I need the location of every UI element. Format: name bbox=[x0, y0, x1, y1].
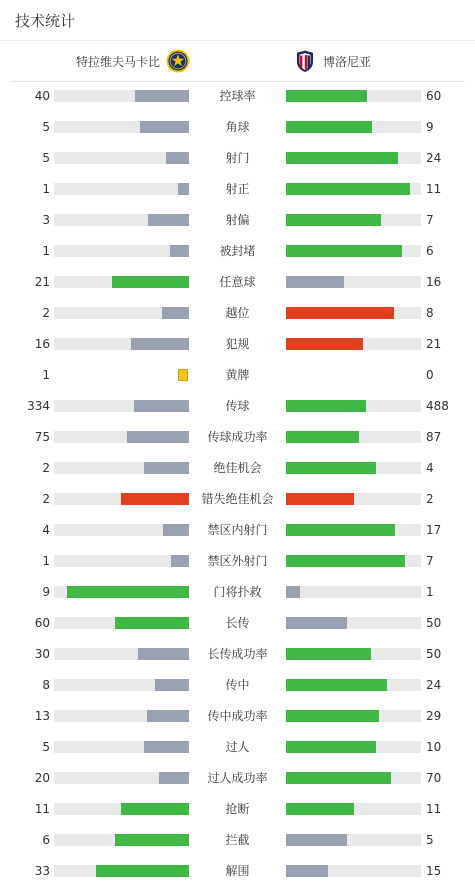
home-value: 11 bbox=[34, 802, 50, 816]
home-bar-track bbox=[54, 741, 189, 753]
home-value: 75 bbox=[34, 430, 50, 444]
home-bar-track bbox=[54, 276, 189, 288]
away-value: 21 bbox=[426, 337, 442, 351]
home-bar-fill bbox=[121, 803, 189, 815]
stat-row bbox=[0, 301, 475, 325]
stat-row bbox=[0, 797, 475, 821]
stat-label: 错失绝佳机会 bbox=[201, 492, 274, 506]
away-value: 11 bbox=[426, 802, 442, 816]
away-bar-track bbox=[286, 586, 421, 598]
home-value: 9 bbox=[42, 585, 50, 599]
stat-row bbox=[0, 208, 475, 232]
stat-row bbox=[0, 704, 475, 728]
home-value: 3 bbox=[42, 213, 50, 227]
stat-row bbox=[0, 580, 475, 604]
away-value: 10 bbox=[426, 740, 442, 754]
home-bar-track bbox=[54, 772, 189, 784]
stat-label: 角球 bbox=[225, 120, 250, 134]
home-value: 334 bbox=[27, 399, 50, 413]
home-bar-fill bbox=[96, 865, 189, 877]
away-value: 1 bbox=[426, 585, 434, 599]
home-team-logo-icon bbox=[166, 49, 190, 73]
away-bar-track bbox=[286, 493, 421, 505]
home-bar-fill bbox=[131, 338, 189, 350]
stat-row bbox=[0, 766, 475, 790]
away-bar-fill bbox=[286, 90, 367, 102]
home-bar-track bbox=[54, 834, 189, 846]
home-value: 2 bbox=[42, 461, 50, 475]
away-value: 17 bbox=[426, 523, 442, 537]
away-bar-track bbox=[286, 152, 421, 164]
away-bar-track bbox=[286, 710, 421, 722]
home-bar-track bbox=[54, 431, 189, 443]
away-bar-fill bbox=[286, 183, 410, 195]
home-bar-track bbox=[54, 245, 189, 257]
home-value: 21 bbox=[34, 275, 50, 289]
home-bar-track bbox=[54, 679, 189, 691]
stat-row bbox=[0, 518, 475, 542]
away-bar-fill bbox=[286, 617, 347, 629]
home-bar-fill bbox=[171, 555, 189, 567]
stat-row bbox=[0, 642, 475, 666]
away-bar-fill bbox=[286, 245, 402, 257]
home-bar-track bbox=[54, 524, 189, 536]
home-value: 5 bbox=[42, 120, 50, 134]
stat-label: 长传 bbox=[225, 616, 250, 630]
away-bar-fill bbox=[286, 462, 376, 474]
home-bar-fill bbox=[155, 679, 189, 691]
stat-label: 门将扑救 bbox=[213, 585, 262, 599]
stat-row bbox=[0, 239, 475, 263]
stat-row bbox=[0, 487, 475, 511]
stat-row bbox=[0, 859, 475, 883]
home-bar-fill bbox=[166, 152, 189, 164]
home-bar-fill bbox=[135, 90, 189, 102]
home-bar-track bbox=[54, 462, 189, 474]
away-bar-track bbox=[286, 462, 421, 474]
away-value: 24 bbox=[426, 678, 442, 692]
away-bar-track bbox=[286, 865, 421, 877]
home-bar-track bbox=[54, 214, 189, 226]
away-bar-track bbox=[286, 555, 421, 567]
stat-label: 长传成功率 bbox=[207, 647, 268, 661]
home-bar-fill bbox=[67, 586, 189, 598]
stat-label: 射正 bbox=[225, 182, 250, 196]
stat-label: 绝佳机会 bbox=[213, 461, 262, 475]
away-value: 9 bbox=[426, 120, 434, 134]
away-bar-track bbox=[286, 245, 421, 257]
away-bar-fill bbox=[286, 679, 387, 691]
away-value: 6 bbox=[426, 244, 434, 258]
home-value: 5 bbox=[42, 151, 50, 165]
stat-row bbox=[0, 394, 475, 418]
stat-row bbox=[0, 549, 475, 573]
home-bar-fill bbox=[134, 400, 189, 412]
away-bar-track bbox=[286, 183, 421, 195]
stat-row bbox=[0, 425, 475, 449]
home-bar-track bbox=[54, 307, 189, 319]
away-bar-track bbox=[286, 431, 421, 443]
home-bar-track bbox=[54, 586, 189, 598]
stat-label: 被封堵 bbox=[219, 244, 256, 258]
away-bar-track bbox=[286, 214, 421, 226]
away-bar-track bbox=[286, 276, 421, 288]
away-value: 7 bbox=[426, 554, 434, 568]
away-bar-track bbox=[286, 400, 421, 412]
stat-label: 控球率 bbox=[219, 89, 256, 103]
away-bar-fill bbox=[286, 276, 344, 288]
away-bar-track bbox=[286, 90, 421, 102]
stat-label: 解围 bbox=[225, 864, 250, 878]
stat-label: 拦截 bbox=[225, 833, 250, 847]
home-bar-fill bbox=[138, 648, 189, 660]
home-bar-fill bbox=[162, 307, 189, 319]
home-value: 60 bbox=[34, 616, 50, 630]
away-team-logo-icon bbox=[293, 49, 317, 73]
away-bar-track bbox=[286, 679, 421, 691]
home-bar-fill bbox=[148, 214, 189, 226]
home-bar-fill bbox=[112, 276, 189, 288]
home-bar-track bbox=[54, 90, 189, 102]
away-value: 4 bbox=[426, 461, 434, 475]
away-bar-fill bbox=[286, 741, 376, 753]
away-bar-fill bbox=[286, 431, 359, 443]
stat-row bbox=[0, 177, 475, 201]
stat-row bbox=[0, 456, 475, 480]
away-bar-fill bbox=[286, 121, 372, 133]
stat-row bbox=[0, 84, 475, 108]
stat-row bbox=[0, 363, 475, 387]
home-value: 40 bbox=[34, 89, 50, 103]
away-value: 5 bbox=[426, 833, 434, 847]
stat-label: 传球 bbox=[225, 399, 250, 413]
home-bar-track bbox=[54, 865, 189, 877]
home-bar-fill bbox=[144, 462, 189, 474]
away-bar-track bbox=[286, 307, 421, 319]
home-bar-fill bbox=[163, 524, 189, 536]
away-bar-fill bbox=[286, 214, 381, 226]
stat-row bbox=[0, 735, 475, 759]
away-bar-fill bbox=[286, 338, 363, 350]
away-bar-fill bbox=[286, 772, 391, 784]
stat-label: 越位 bbox=[225, 306, 250, 320]
away-value: 11 bbox=[426, 182, 442, 196]
away-value: 24 bbox=[426, 151, 442, 165]
home-bar-track bbox=[54, 121, 189, 133]
away-bar-fill bbox=[286, 524, 395, 536]
home-bar-fill bbox=[140, 121, 189, 133]
home-value: 16 bbox=[34, 337, 50, 351]
stat-row bbox=[0, 828, 475, 852]
away-bar-track bbox=[286, 834, 421, 846]
stat-label: 过人成功率 bbox=[207, 771, 268, 785]
home-bar-fill bbox=[127, 431, 189, 443]
page-header bbox=[0, 0, 475, 41]
away-bar-fill bbox=[286, 152, 398, 164]
stat-label: 射偏 bbox=[225, 213, 250, 227]
stat-row bbox=[0, 611, 475, 635]
away-bar-track bbox=[286, 741, 421, 753]
stat-label: 过人 bbox=[225, 740, 250, 754]
away-bar-track bbox=[286, 772, 421, 784]
home-value: 6 bbox=[42, 833, 50, 847]
home-bar-track bbox=[54, 152, 189, 164]
away-bar-fill bbox=[286, 493, 354, 505]
away-bar-fill bbox=[286, 586, 300, 598]
home-bar-track bbox=[54, 803, 189, 815]
home-team-name: 特拉维夫马卡比 bbox=[75, 54, 160, 69]
home-bar-track bbox=[54, 338, 189, 350]
home-value: 5 bbox=[42, 740, 50, 754]
away-value: 7 bbox=[426, 213, 434, 227]
away-bar-fill bbox=[286, 555, 405, 567]
home-value: 1 bbox=[42, 182, 50, 196]
stat-row bbox=[0, 115, 475, 139]
away-team[interactable] bbox=[293, 49, 371, 73]
home-team[interactable] bbox=[76, 49, 190, 73]
home-value: 8 bbox=[42, 678, 50, 692]
away-bar-track bbox=[286, 617, 421, 629]
away-value: 70 bbox=[426, 771, 442, 785]
home-bar-track bbox=[54, 400, 189, 412]
stat-label: 禁区内射门 bbox=[207, 523, 268, 537]
home-bar-fill bbox=[115, 617, 189, 629]
home-bar-fill bbox=[121, 493, 189, 505]
stat-label: 禁区外射门 bbox=[207, 554, 268, 568]
home-value: 33 bbox=[34, 864, 50, 878]
home-bar-track bbox=[54, 710, 189, 722]
away-value: 8 bbox=[426, 306, 434, 320]
home-bar-fill bbox=[147, 710, 189, 722]
away-value: 16 bbox=[426, 275, 442, 289]
home-bar-track bbox=[54, 617, 189, 629]
stat-row bbox=[0, 673, 475, 697]
away-bar-track bbox=[286, 648, 421, 660]
away-bar-track bbox=[286, 121, 421, 133]
home-bar-fill bbox=[115, 834, 189, 846]
home-bar-track bbox=[54, 183, 189, 195]
home-value: 2 bbox=[42, 492, 50, 506]
home-value: 13 bbox=[34, 709, 50, 723]
stat-label: 传中 bbox=[225, 678, 250, 692]
away-bar-fill bbox=[286, 648, 371, 660]
away-bar-fill bbox=[286, 803, 354, 815]
home-value: 1 bbox=[42, 554, 50, 568]
home-value: 1 bbox=[42, 244, 50, 258]
away-team-name: 博洛尼亚 bbox=[323, 54, 372, 69]
home-bar-fill bbox=[144, 741, 189, 753]
stat-label: 抢断 bbox=[225, 802, 250, 816]
away-bar-track bbox=[286, 524, 421, 536]
away-value: 2 bbox=[426, 492, 434, 506]
away-value: 50 bbox=[426, 647, 442, 661]
stat-label: 射门 bbox=[225, 151, 250, 165]
stat-label: 传球成功率 bbox=[207, 430, 268, 444]
away-bar-fill bbox=[286, 400, 366, 412]
divider bbox=[10, 81, 465, 82]
home-value: 20 bbox=[34, 771, 50, 785]
home-bar-track bbox=[54, 555, 189, 567]
away-value: 60 bbox=[426, 89, 442, 103]
stat-row bbox=[0, 146, 475, 170]
stat-row bbox=[0, 270, 475, 294]
away-value: 0 bbox=[426, 368, 434, 382]
away-bar-fill bbox=[286, 834, 347, 846]
home-bar-track bbox=[54, 493, 189, 505]
home-value: 4 bbox=[42, 523, 50, 537]
home-bar-fill bbox=[159, 772, 189, 784]
away-bar-track bbox=[286, 803, 421, 815]
home-value: 1 bbox=[42, 368, 50, 382]
yellow-card-icon bbox=[178, 369, 188, 381]
away-value: 15 bbox=[426, 864, 442, 878]
away-bar-track bbox=[286, 338, 421, 350]
stat-label: 黄牌 bbox=[225, 368, 250, 382]
stat-label: 传中成功率 bbox=[207, 709, 268, 723]
stat-label: 犯规 bbox=[225, 337, 250, 351]
away-bar-fill bbox=[286, 307, 394, 319]
away-value: 29 bbox=[426, 709, 442, 723]
away-bar-fill bbox=[286, 710, 379, 722]
away-value: 50 bbox=[426, 616, 442, 630]
away-value: 488 bbox=[426, 399, 449, 413]
home-bar-fill bbox=[178, 183, 189, 195]
home-bar-track bbox=[54, 648, 189, 660]
home-value: 2 bbox=[42, 306, 50, 320]
page-title: 技术统计 bbox=[15, 12, 76, 30]
team-header bbox=[0, 41, 475, 83]
stat-row bbox=[0, 332, 475, 356]
away-value: 87 bbox=[426, 430, 442, 444]
home-value: 30 bbox=[34, 647, 50, 661]
stat-label: 任意球 bbox=[219, 275, 256, 289]
home-bar-fill bbox=[170, 245, 189, 257]
away-bar-fill bbox=[286, 865, 328, 877]
